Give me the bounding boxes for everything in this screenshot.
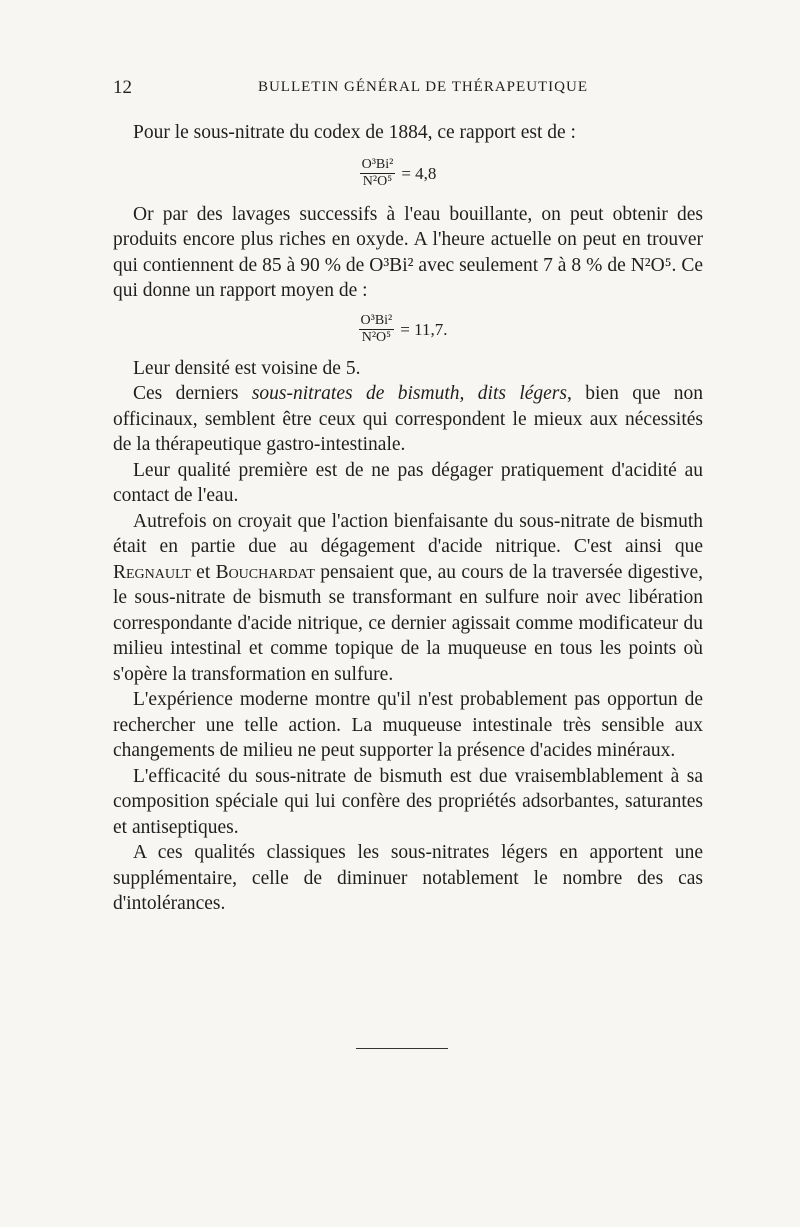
formula-result: = 4,8 xyxy=(401,163,437,183)
fraction xyxy=(359,313,395,346)
page-header xyxy=(113,77,703,101)
text-run: pensaient que, au cours de la traversée digestive, le sous-nitrate de bismuth se transformant en sulfure noir avec libération correspondante d'acide nitrique, ce dernier agissait comme modificateur du milieu intestinal et comme topique de la muqueuse en tous les points où s'opère la transformation en sulfure. xyxy=(113,561,703,685)
fraction-denominator: N²O⁵ xyxy=(362,174,393,189)
paragraph xyxy=(113,509,703,688)
paragraph: A ces qualités classiques les sous-nitrates légers en apportent une supplémentaire, celle de diminuer notablement le nombre des cas d'intolérances. xyxy=(113,842,703,914)
body-text xyxy=(113,120,703,917)
fraction-numerator: O³Bi² xyxy=(360,313,393,328)
paragraph: L'efficacité du sous-nitrate de bismuth est due vraisemblablement à sa composition spéciale qui lui confère des propriétés adsorbantes, saturantes et antiseptiques. xyxy=(113,765,703,838)
fraction-numerator: O³Bi² xyxy=(361,157,394,172)
text-run: , bien que non officinaux, semblent être ceux qui correspondent le mieux aux nécessités de la thérapeutique gastro-intestinale. xyxy=(113,383,704,455)
section-divider xyxy=(356,1048,448,1049)
formula xyxy=(93,146,703,202)
formula-result: = 11,7. xyxy=(400,319,448,339)
paragraph xyxy=(113,381,703,458)
italic-term: sous-nitrates de bismuth, dits légers xyxy=(251,383,567,404)
paragraph: Pour le sous-nitrate du codex de 1884, ce rapport est de : xyxy=(133,122,576,143)
paragraph: Or par des lavages successifs à l'eau bouillante, on peut obtenir des produits encore plus riches en oxyde. A l'heure actuelle on peut en trouver qui contiennent de 85 à 90 % de O³Bi² avec seulement 7 à 8 % de N²O⁵. Ce qui donne un rapport moyen de : xyxy=(113,203,703,301)
text-run: Autrefois on croyait que l'action bienfaisante du sous-nitrate de bismuth était en partie due au dégagement d'acide nitrique. C'est ainsi que xyxy=(113,510,703,557)
text-run: et xyxy=(190,561,216,583)
paragraph: Leur densité est voisine de 5. xyxy=(133,357,361,379)
formula xyxy=(103,304,703,356)
text-run: Ces derniers xyxy=(133,383,252,404)
running-title: BULLETIN GÉNÉRAL DE THÉRAPEUTIQUE xyxy=(257,79,589,95)
paragraph: L'expérience moderne montre qu'il n'est probablement pas opportun de rechercher une telle action. La muqueuse intestinale très sensible aux changements de milieu ne peut supporter la présence d'acides minéraux. xyxy=(113,689,703,761)
paragraph: Leur qualité première est de ne pas dégager pratiquement d'acidité au contact de l'eau. xyxy=(113,459,703,506)
author-name: Regnault xyxy=(113,561,191,583)
page-number: 12 xyxy=(113,77,132,98)
fraction-denominator: N²O⁵ xyxy=(361,330,392,345)
author-name: Bouchardat xyxy=(215,561,315,583)
fraction xyxy=(360,157,396,190)
